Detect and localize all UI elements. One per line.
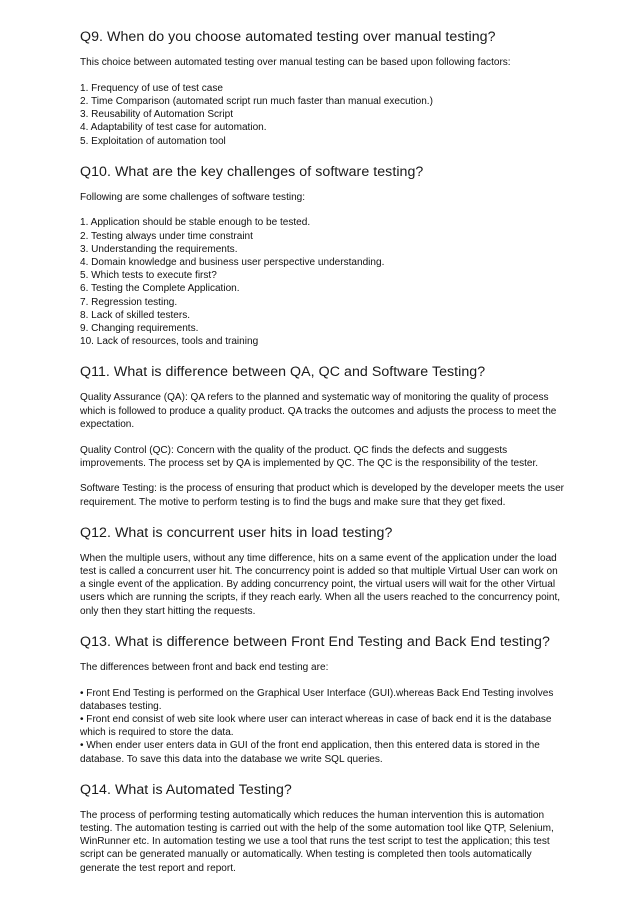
section-intro: The differences between front and back end testing are: bbox=[80, 661, 329, 673]
section-q11 bbox=[80, 362, 565, 508]
paragraph-qa: Quality Assurance (QA): QA refers to the planned and systematic way of monitoring the quality of process which is followed to produce a quality product. QA tracks the outcomes and adjusts the process to meet the expectation. bbox=[80, 392, 557, 430]
list-item: 10. Lack of resources, tools and training bbox=[80, 336, 259, 348]
list-item: 9. Changing requirements. bbox=[80, 323, 199, 335]
list-item: 2. Testing always under time constraint bbox=[80, 230, 253, 242]
list-item: 2. Time Comparison (automated script run much faster than manual execution.) bbox=[80, 95, 433, 107]
section-q13 bbox=[80, 632, 565, 766]
section-q10 bbox=[80, 162, 565, 349]
section-q9 bbox=[80, 27, 565, 148]
section-intro: Following are some challenges of software testing: bbox=[80, 191, 306, 203]
list-item: 5. Exploitation of automation tool bbox=[80, 135, 226, 147]
question-heading: Q13. What is difference between Front End Testing and Back End testing? bbox=[80, 633, 550, 650]
document-page bbox=[80, 27, 565, 875]
question-heading: Q11. What is difference between QA, QC and Software Testing? bbox=[80, 364, 486, 381]
bullet-item: • Front end consist of web site look where user can interact whereas in case of back end it is the database which is required to store the data. bbox=[80, 714, 552, 739]
list-item: 4. Adaptability of test case for automation. bbox=[80, 122, 267, 134]
list-item: 5. Which tests to execute first? bbox=[80, 270, 217, 282]
list-item: 3. Understanding the requirements. bbox=[80, 243, 238, 255]
bullet-item: • Front End Testing is performed on the Graphical User Interface (GUI).whereas Back End Testing involves databases testing. bbox=[80, 687, 554, 712]
question-heading: Q10. What are the key challenges of software testing? bbox=[80, 163, 424, 180]
list-item: 8. Lack of skilled testers. bbox=[80, 309, 191, 321]
list-item: 7. Regression testing. bbox=[80, 296, 178, 308]
section-q12 bbox=[80, 523, 565, 618]
question-heading: Q12. What is concurrent user hits in load testing? bbox=[80, 524, 393, 541]
section-q14 bbox=[80, 780, 565, 875]
paragraph-answer: When the multiple users, without any time difference, hits on a same event of the application under the load test is called a concurrent user hit. The concurrency point is added so that multiple Virtual User can work on a single event of the application. By adding concurrency point, the virtual users will wait for the other Virtual users which are running the scripts, if they reach early. When all the users reached to the concurrency point, only then they start hitting the requests. bbox=[80, 552, 561, 617]
question-heading: Q9. When do you choose automated testing over manual testing? bbox=[80, 29, 496, 45]
list-item: 1. Frequency of use of test case bbox=[80, 82, 223, 94]
list-item: 4. Domain knowledge and business user perspective understanding. bbox=[80, 257, 385, 269]
factor-list bbox=[80, 82, 565, 148]
challenge-list bbox=[80, 216, 565, 348]
paragraph-software-testing: Software Testing: is the process of ensuring that product which is developed by the developer meets the user requirement. The motive to perform testing is to find the bugs and make sure that they get fixed. bbox=[80, 483, 565, 508]
list-item: 6. Testing the Complete Application. bbox=[80, 283, 240, 295]
list-item: 3. Reusability of Automation Script bbox=[80, 109, 234, 121]
list-item: 1. Application should be stable enough to be tested. bbox=[80, 217, 311, 229]
section-intro: This choice between automated testing over manual testing can be based upon following factors: bbox=[80, 57, 511, 68]
question-heading: Q14. What is Automated Testing? bbox=[80, 781, 292, 798]
bullet-item: • When ender user enters data in GUI of the front end application, then this entered data is stored in the database. To save this data into the database we write SQL queries. bbox=[80, 740, 540, 765]
paragraph-qc: Quality Control (QC): Concern with the quality of the product. QC finds the defects and suggests improvements. The process set by QA is implemented by QC. The QC is the responsibility of the tester. bbox=[80, 444, 539, 469]
paragraph-answer: The process of performing testing automatically which reduces the human intervention this is automation testing. The automation testing is carried out with the help of the some automation tool like QTP, Selenium, WinRunner etc. In automation testing we use a tool that runs the test script to test the application; this test script can be generated manually or automatically. When testing is completed then tools automatically generate the test report and report. bbox=[80, 809, 554, 874]
